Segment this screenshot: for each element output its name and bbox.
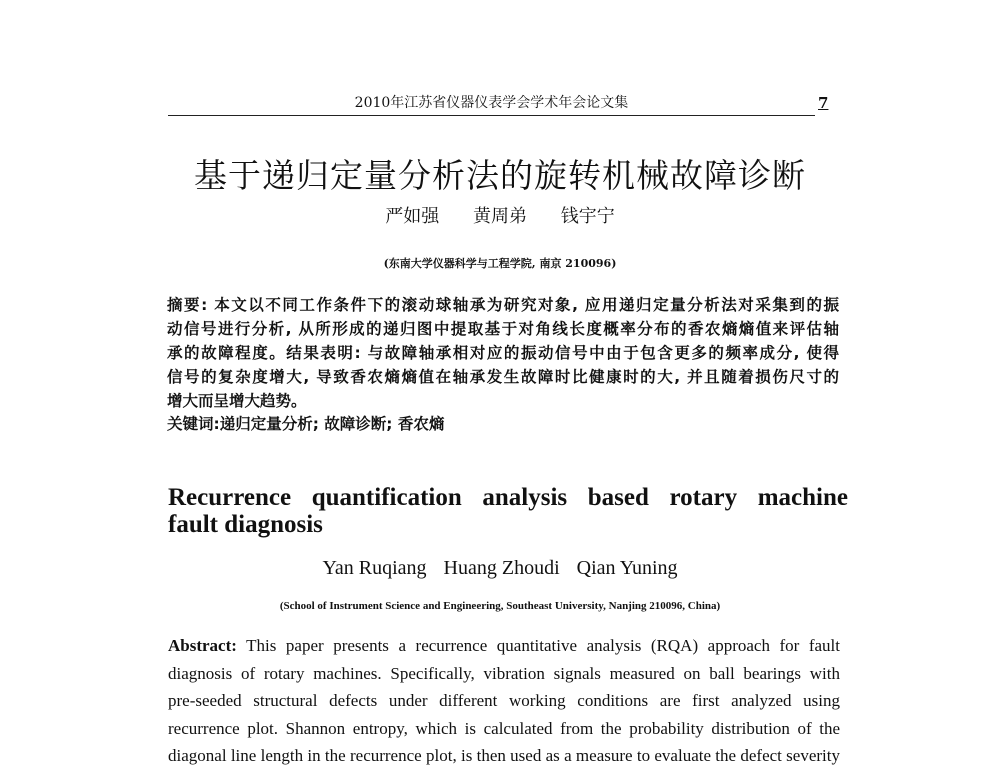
- abstract-line: 摘要: 本文以不同工作条件下的滚动球轴承为研究对象, 应用递归定量分析法对采集到的振: [167, 296, 839, 314]
- author: Yan Ruqiang: [322, 557, 427, 579]
- title-line: Recurrence quantification analysis based rotary machine: [168, 484, 848, 511]
- chinese-title: 基于递归定量分析法的旋转机械故障诊断: [194, 156, 806, 195]
- chinese-affiliation: (东南大学仪器科学与工程学院, 南京 210096): [383, 257, 617, 270]
- author: 钱宇宁: [560, 206, 615, 227]
- author: 严如强: [385, 206, 440, 227]
- abstract-line: [168, 632, 840, 660]
- abstract-line: 动信号进行分析, 从所形成的递归图中提取基于对角线长度概率分布的香农熵熵值来评估轴: [167, 320, 839, 338]
- abstract-label: Abstract:: [168, 636, 237, 655]
- chinese-keywords: 关键词:递归定量分析; 故障诊断; 香农熵: [167, 415, 445, 433]
- header-rule: [168, 115, 815, 116]
- abstract-line: recurrence plot. Shannon entropy, which is calculated from the probability distribution of the: [168, 718, 840, 738]
- chinese-abstract: [167, 293, 839, 413]
- english-authors: [0, 557, 1000, 580]
- running-header: 2010年江苏省仪器仪表学会学术年会论文集: [354, 95, 629, 111]
- english-title: [168, 484, 848, 538]
- title-line: fault diagnosis: [168, 511, 323, 538]
- page-number: 7: [818, 94, 829, 112]
- abstract-line: diagnosis of rotary machines. Specifically, vibration signals measured on ball bearings with: [168, 663, 840, 683]
- abstract-line: 承的故障程度。结果表明: 与故障轴承相对应的振动信号中由于包含更多的频率成分, 使得: [167, 344, 839, 362]
- author: Huang Zhoudi: [443, 557, 560, 579]
- abstract-line: diagonal line length in the recurrence plot, is then used as a measure to evaluate the defect severity: [168, 746, 840, 765]
- abstract-text: This paper presents a recurrence quantitative analysis (RQA) approach for fault: [236, 636, 840, 655]
- author: 黄周弟: [473, 206, 527, 227]
- abstract-line: 增大而呈增大趋势。: [167, 392, 307, 410]
- author: Qian Yuning: [576, 557, 678, 579]
- english-abstract: [168, 632, 840, 770]
- abstract-line: pre-seeded structural defects under different working conditions are first analyzed using: [168, 691, 840, 710]
- chinese-authors: [0, 202, 1000, 228]
- english-affiliation: (School of Instrument Science and Engineering, Southeast University, Nanjing 210096, China): [279, 600, 721, 612]
- abstract-line: 信号的复杂度增大, 导致香农熵熵值在轴承发生故障时比健康时的大, 并且随着损伤尺寸的: [167, 368, 839, 386]
